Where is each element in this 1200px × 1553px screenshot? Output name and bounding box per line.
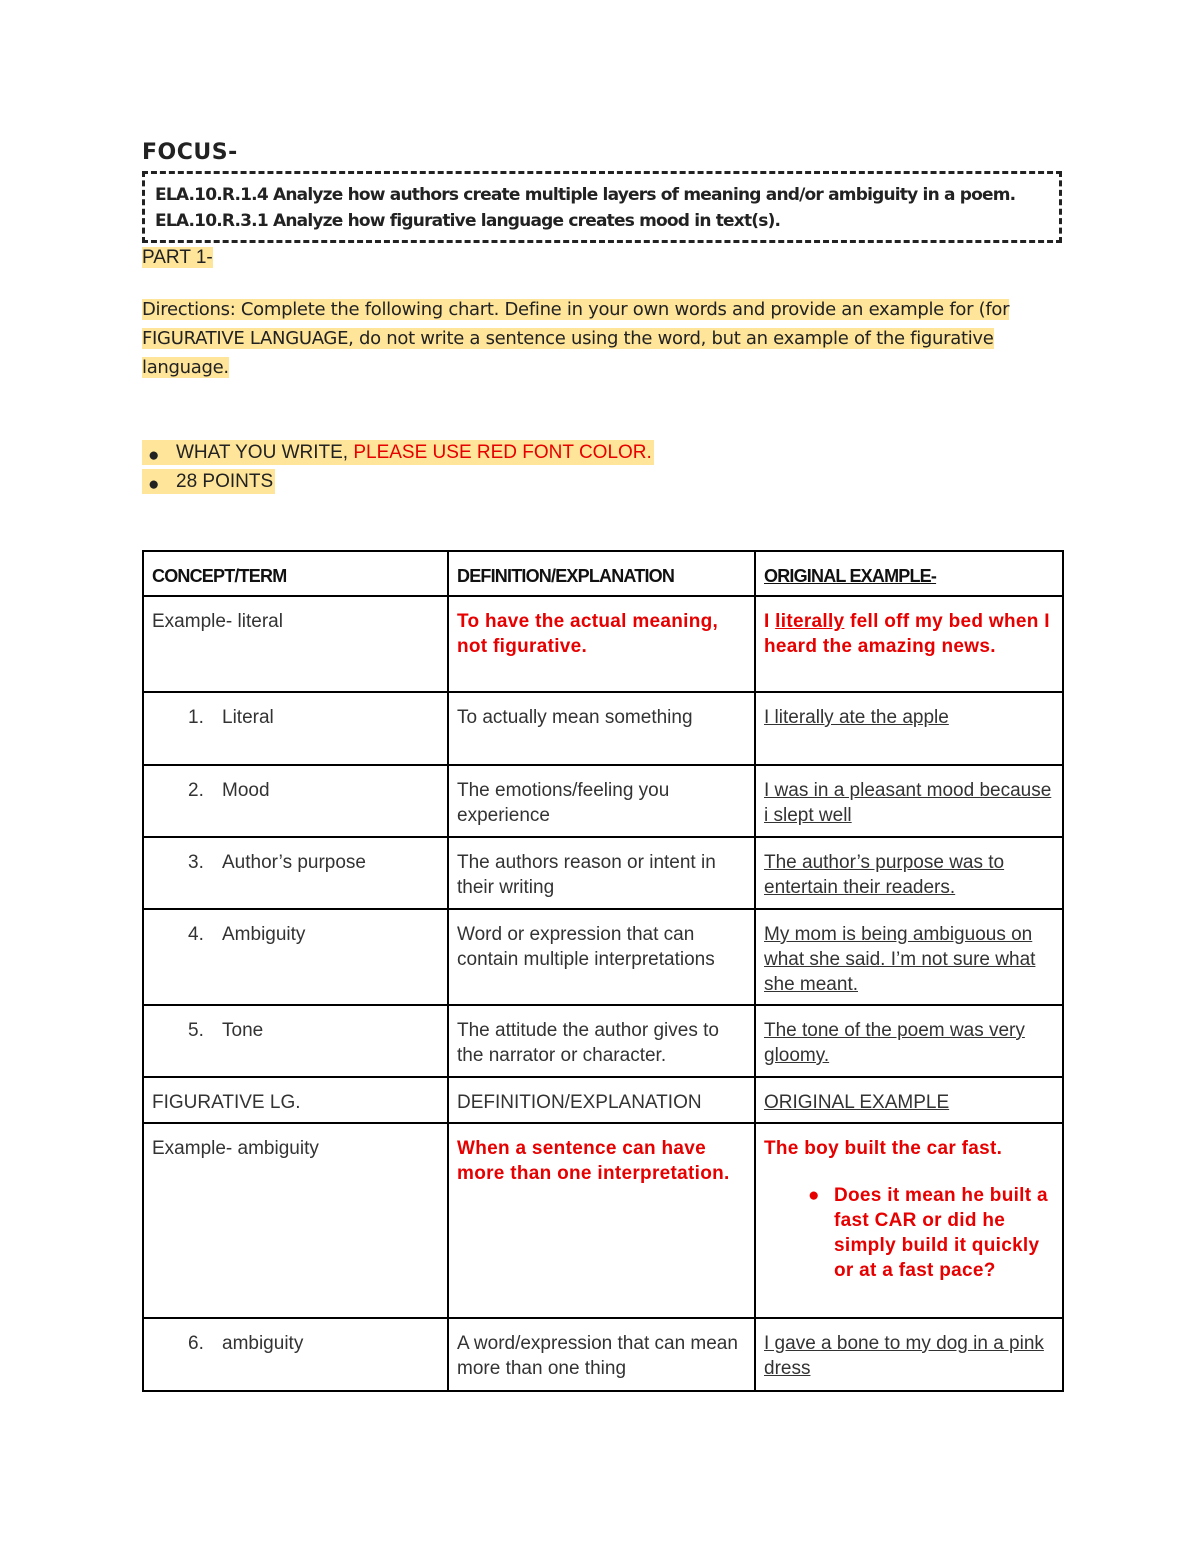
table-row: [143, 909, 1063, 1005]
part-label: [142, 247, 1062, 269]
cell-definition: To actually mean something: [448, 692, 755, 765]
bullet-icon: ●: [808, 1185, 820, 1206]
bullet-icon: ●: [148, 445, 160, 466]
cell-example: I literally ate the apple: [755, 692, 1063, 765]
directions-text: Directions: Complete the following chart. Define in your own words and provide an example for (for FIGURATIVE LANGUAGE, do not write a sentence using the word, but an example of the figurative language.: [142, 299, 1010, 378]
notes-item-1-red: PLEASE USE RED FONT COLOR.: [353, 442, 652, 463]
example-pre: I: [764, 611, 776, 632]
cell-definition: The attitude the author gives to the narrator or character.: [448, 1005, 755, 1077]
directions: [142, 295, 1062, 382]
header-definition: DEFINITION/EXPLANATION: [448, 551, 755, 596]
term-text: Author’s purpose: [222, 852, 367, 873]
header-concept: CONCEPT/TERM: [143, 551, 448, 596]
row-number: 1.: [188, 707, 204, 728]
row-number: 6.: [188, 1333, 204, 1354]
cell-example: I gave a bone to my dog in a pink dress: [755, 1318, 1063, 1391]
example-sub-bullet: [764, 1183, 1054, 1283]
term-text: Ambiguity: [222, 924, 306, 945]
example-sentence: The boy built the car fast.: [764, 1138, 1003, 1159]
table-row: [143, 692, 1063, 765]
concept-chart: [142, 550, 1064, 1392]
cell-definition: The authors reason or intent in their writing: [448, 837, 755, 909]
notes-item-1-prefix: WHAT YOU WRITE,: [176, 442, 354, 463]
cell-term: [143, 1005, 448, 1077]
notes-item-red-font-highlight: [142, 440, 654, 465]
notes-item-points-highlight: [142, 469, 275, 494]
table-row: [143, 1005, 1063, 1077]
cell-example: [755, 1123, 1063, 1318]
term-text: Tone: [222, 1020, 264, 1041]
cell-term: FIGURATIVE LG.: [143, 1077, 448, 1123]
cell-term: [143, 692, 448, 765]
row-number: 5.: [188, 1020, 204, 1041]
cell-example: My mom is being ambiguous on what she said. I’m not sure what she meant.: [755, 909, 1063, 1005]
notes-item-points: [142, 467, 1062, 496]
cell-term: [143, 909, 448, 1005]
table-header-row: [143, 551, 1063, 596]
notes-list: [142, 438, 1062, 496]
row-number: 2.: [188, 780, 204, 801]
cell-definition: To have the actual meaning, not figurative.: [448, 596, 755, 692]
cell-example: The tone of the poem was very gloomy.: [755, 1005, 1063, 1077]
table-row: [143, 837, 1063, 909]
cell-term: [143, 765, 448, 837]
table-row: [143, 1318, 1063, 1391]
cell-example: [755, 596, 1063, 692]
cell-term: [143, 1318, 448, 1391]
term-text: ambiguity: [222, 1333, 304, 1354]
cell-term: Example- literal: [143, 596, 448, 692]
example-post: fell off my bed when I heard the amazing news.: [764, 611, 1050, 657]
row-number: 3.: [188, 852, 204, 873]
example-underlined: literally: [775, 611, 845, 632]
cell-definition: Word or expression that can contain multiple interpretations: [448, 909, 755, 1005]
cell-definition: DEFINITION/EXPLANATION: [448, 1077, 755, 1123]
header-example: ORIGINAL EXAMPLE-: [755, 551, 1063, 596]
cell-term: [143, 837, 448, 909]
cell-definition: When a sentence can have more than one interpretation.: [448, 1123, 755, 1318]
term-text: Literal: [222, 707, 274, 728]
row-number: 4.: [188, 924, 204, 945]
notes-item-2: 28 POINTS: [176, 471, 274, 492]
term-text: Mood: [222, 780, 270, 801]
table-row-figurative-header: [143, 1077, 1063, 1123]
bullet-icon: ●: [148, 474, 160, 495]
cell-definition: A word/expression that can mean more than one thing: [448, 1318, 755, 1391]
part-label-text: PART 1-: [142, 247, 213, 268]
table-row: [143, 765, 1063, 837]
standard-2: ELA.10.R.3.1 Analyze how figurative language creates mood in text(s).: [155, 211, 781, 231]
cell-example: The author’s purpose was to entertain their readers.: [755, 837, 1063, 909]
cell-example: ORIGINAL EXAMPLE: [755, 1077, 1063, 1123]
document-page: [142, 140, 1062, 1379]
notes-item-red-font: [142, 438, 1062, 467]
cell-example: I was in a pleasant mood because i slept well: [755, 765, 1063, 837]
table-row-example-literal: [143, 596, 1063, 692]
cell-definition: The emotions/feeling you experience: [448, 765, 755, 837]
standards-box: [142, 171, 1062, 243]
standard-1: ELA.10.R.1.4 Analyze how authors create multiple layers of meaning and/or ambiguity in a poem.: [155, 185, 1016, 205]
focus-title: FOCUS-: [142, 140, 238, 165]
sub-bullet-text: Does it mean he built a fast CAR or did he simply build it quickly or at a fast pace?: [834, 1185, 1048, 1281]
cell-term: Example- ambiguity: [143, 1123, 448, 1318]
table-row-example-ambiguity: [143, 1123, 1063, 1318]
